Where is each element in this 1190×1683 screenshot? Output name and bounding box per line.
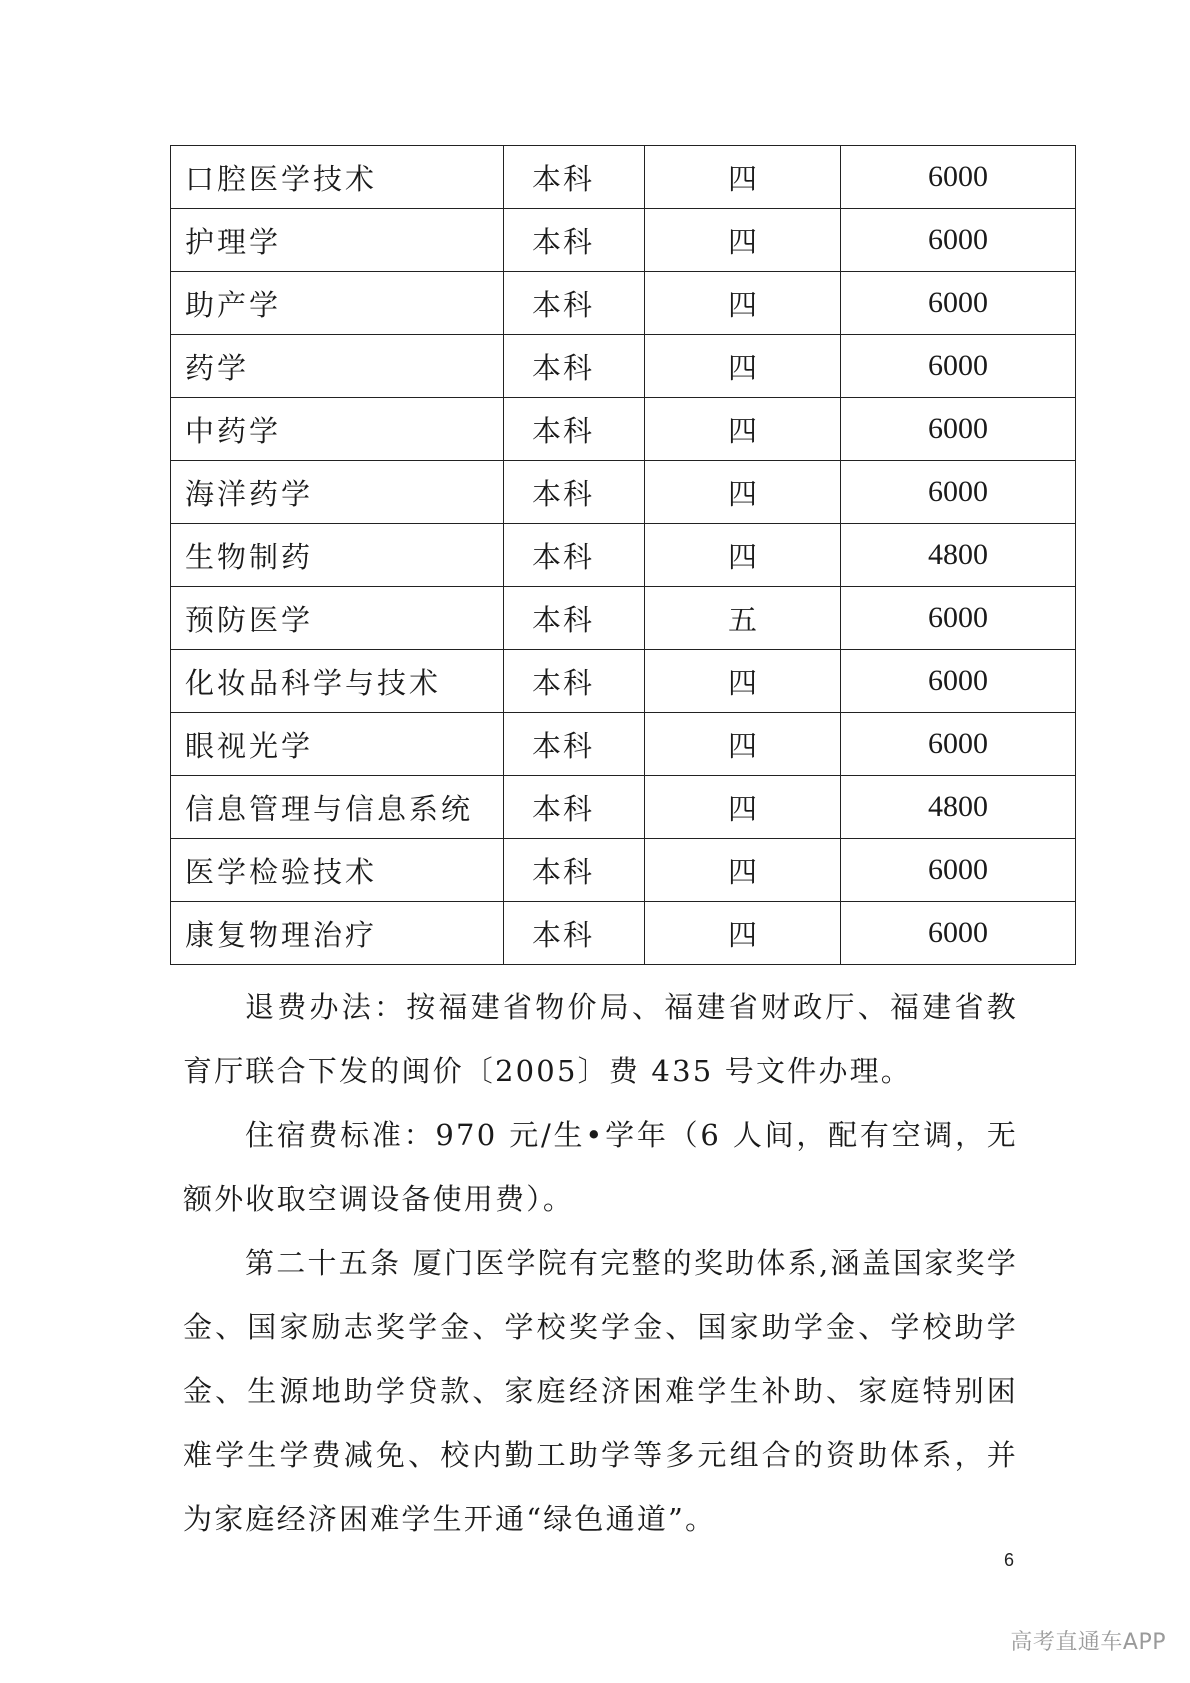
major-cell: 医学检验技术	[171, 839, 504, 902]
level-cell: 本科	[504, 902, 645, 965]
fee-cell: 6000	[841, 398, 1076, 461]
fee-cell: 4800	[841, 776, 1076, 839]
major-cell: 药学	[171, 335, 504, 398]
years-cell: 四	[645, 335, 841, 398]
level-cell: 本科	[504, 650, 645, 713]
level-cell: 本科	[504, 461, 645, 524]
years-cell: 四	[645, 398, 841, 461]
years-cell: 四	[645, 776, 841, 839]
level-cell: 本科	[504, 524, 645, 587]
table-row	[171, 587, 1076, 650]
major-cell: 信息管理与信息系统	[171, 776, 504, 839]
body-text	[183, 975, 1018, 1551]
major-cell: 眼视光学	[171, 713, 504, 776]
major-cell: 生物制药	[171, 524, 504, 587]
major-cell: 预防医学	[171, 587, 504, 650]
table-row	[171, 272, 1076, 335]
major-cell: 护理学	[171, 209, 504, 272]
fee-cell: 6000	[841, 839, 1076, 902]
fee-cell: 6000	[841, 209, 1076, 272]
years-cell: 四	[645, 902, 841, 965]
level-cell: 本科	[504, 713, 645, 776]
years-cell: 四	[645, 461, 841, 524]
years-cell: 五	[645, 587, 841, 650]
level-cell: 本科	[504, 335, 645, 398]
major-cell: 口腔医学技术	[171, 146, 504, 209]
major-cell: 助产学	[171, 272, 504, 335]
fee-cell: 6000	[841, 272, 1076, 335]
years-cell: 四	[645, 839, 841, 902]
years-cell: 四	[645, 272, 841, 335]
table-row	[171, 398, 1076, 461]
fee-table-body	[171, 146, 1076, 965]
fee-cell: 6000	[841, 335, 1076, 398]
article-25-paragraph: 第二十五条 厦门医学院有完整的奖助体系,涵盖国家奖学金、国家励志奖学金、学校奖学金、国家助学金、学校助学金、生源地助学贷款、家庭经济困难学生补助、家庭特别困难学生学费减免、校内勤工助学等多元组合的资助体系，并为家庭经济困难学生开通“绿色通道”。	[183, 1246, 1018, 1536]
table-row	[171, 146, 1076, 209]
table-row	[171, 461, 1076, 524]
table-row	[171, 335, 1076, 398]
table-row	[171, 839, 1076, 902]
level-cell: 本科	[504, 209, 645, 272]
years-cell: 四	[645, 146, 841, 209]
fee-cell: 6000	[841, 902, 1076, 965]
level-cell: 本科	[504, 146, 645, 209]
years-cell: 四	[645, 209, 841, 272]
level-cell: 本科	[504, 587, 645, 650]
years-cell: 四	[645, 650, 841, 713]
page-number: 6	[1004, 1550, 1015, 1570]
major-cell: 化妆品科学与技术	[171, 650, 504, 713]
tuition-fee-table	[170, 145, 1076, 965]
table-row	[171, 902, 1076, 965]
table-row	[171, 650, 1076, 713]
years-cell: 四	[645, 713, 841, 776]
major-cell: 中药学	[171, 398, 504, 461]
fee-cell: 6000	[841, 461, 1076, 524]
fee-cell: 6000	[841, 587, 1076, 650]
major-cell: 海洋药学	[171, 461, 504, 524]
level-cell: 本科	[504, 776, 645, 839]
fee-cell: 6000	[841, 650, 1076, 713]
years-cell: 四	[645, 524, 841, 587]
fee-cell: 4800	[841, 524, 1076, 587]
table-row	[171, 524, 1076, 587]
table-row	[171, 776, 1076, 839]
watermark: 高考直通车APP	[1010, 1630, 1166, 1655]
major-cell: 康复物理治疗	[171, 902, 504, 965]
refund-paragraph: 退费办法：按福建省物价局、福建省财政厅、福建省教育厅联合下发的闽价〔2005〕费 435 号文件办理。	[183, 990, 1018, 1088]
level-cell: 本科	[504, 272, 645, 335]
accommodation-paragraph: 住宿费标准：970 元/生•学年（6 人间，配有空调，无额外收取空调设备使用费）。	[183, 1118, 1018, 1216]
fee-cell: 6000	[841, 713, 1076, 776]
level-cell: 本科	[504, 839, 645, 902]
table-row	[171, 713, 1076, 776]
table-row	[171, 209, 1076, 272]
fee-cell: 6000	[841, 146, 1076, 209]
level-cell: 本科	[504, 398, 645, 461]
